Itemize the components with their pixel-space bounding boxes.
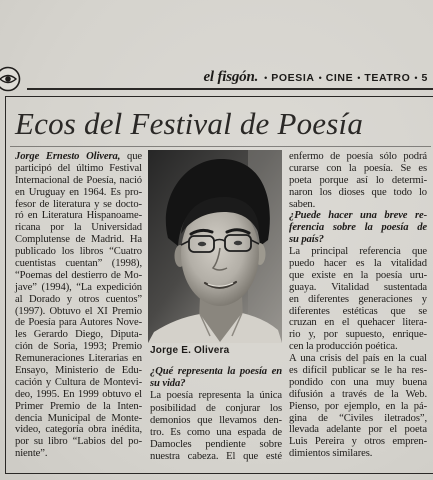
text-line: La poesía representa la única — [150, 390, 282, 402]
text-line: curarse con la poesía. Se es — [289, 162, 427, 174]
interviewee-name: Jorge Ernesto Olivera, — [15, 151, 121, 162]
text-line: de Poesía para Autores Nove- — [15, 317, 142, 329]
text-line: “Poemas del destierro de Mo- — [15, 269, 142, 281]
text-line: Internacional de Poesía, nació — [15, 174, 142, 186]
text-line: A una crisis del país en la cual — [289, 353, 427, 365]
text-line: posibilidad de conjurar los — [150, 402, 282, 414]
text-line: pondido con una muy buena — [289, 376, 427, 388]
photo-caption: Jorge E. Olivera — [150, 345, 230, 356]
eye-logo-icon — [0, 66, 30, 92]
separator: • — [357, 73, 361, 83]
text-line: fesor de literatura y se docto- — [15, 198, 142, 210]
text-line: Primer Premio de la Inten- — [15, 400, 142, 412]
text-line: ricana por la Universidad — [15, 222, 142, 234]
text-line: por su libro “Labios del po- — [15, 436, 142, 448]
text-line: demonios que llevamos den- — [150, 414, 282, 426]
answer-1-part-2 — [289, 151, 427, 210]
intro-paragraph — [15, 163, 142, 460]
text-line: participó del último Festival — [15, 162, 142, 174]
text-line: (1997). Obtuvo el XI Premio — [15, 305, 142, 317]
text-line: dimientos similares. — [289, 448, 373, 460]
text-line: al Dorado y otros cuentos” — [15, 293, 142, 305]
text-line: saben. — [289, 198, 316, 210]
column-1 — [15, 151, 142, 460]
text-line: su vida? — [150, 378, 186, 390]
text-line: video, categoría obra inédita, — [15, 424, 142, 436]
text-line: Complutense de Madrid. Ha — [15, 234, 142, 246]
text-line: enfermo de poesía sólo podrá — [289, 151, 427, 162]
separator: • — [318, 73, 322, 83]
intro-first-line-rest: que — [127, 151, 142, 162]
separator: • — [264, 73, 268, 83]
text-line: Damocles pendiente sobre — [150, 439, 282, 451]
text-line: poeta porque así lo determi- — [289, 174, 427, 186]
column-3 — [289, 151, 427, 460]
text-line: ró en Literatura Hispanoame- — [15, 210, 142, 222]
text-line: cuentistas cuentan” (1998), — [15, 258, 142, 270]
text-line: La principal referencia que — [289, 246, 427, 258]
text-line: ¿Puede hacer una breve re- — [289, 210, 427, 222]
answer-1-part-1 — [150, 390, 282, 463]
portrait-photo — [148, 150, 282, 343]
text-line: Ensayo, Ministerio de Edu- — [15, 365, 142, 377]
question-2 — [289, 210, 427, 246]
section-cine: CINE — [325, 72, 354, 84]
intro-first-line — [15, 151, 142, 163]
text-line: Luis Pereira y otros empren- — [289, 436, 427, 448]
question-1 — [150, 366, 282, 390]
text-line: cación y Cultura de Montevi- — [15, 376, 142, 388]
separator: • — [414, 73, 418, 83]
text-line: gina de “Civiles iletrados”, — [289, 412, 427, 424]
text-line: tro. Es como una espada de — [150, 426, 282, 438]
brand-logo: el fisgón. — [203, 69, 259, 85]
section-teatro: TEATRO — [364, 72, 411, 84]
text-line: en Uruguay en 1964. Es pro- — [15, 186, 142, 198]
text-line: puedo hacer es la vitalidad — [289, 258, 427, 270]
section-poesia: POESIA — [271, 72, 315, 84]
answer-2-paragraph-1 — [289, 246, 427, 353]
text-line: dencia Municipal de Monte- — [15, 412, 142, 424]
text-line: niente”. — [15, 448, 48, 460]
masthead — [203, 69, 428, 87]
text-line: ¿Qué representa la poesía en — [150, 366, 282, 377]
text-line: ferencia sobre la poesía de — [289, 222, 427, 234]
text-line: jave” (1994), “La expedición — [15, 281, 142, 293]
text-line: nuestra cabeza. El que esté — [150, 451, 282, 463]
text-line: cen la producción poética. — [289, 341, 398, 353]
text-line: naron los dioses que todo lo — [289, 186, 427, 198]
column-2 — [150, 366, 282, 464]
text-line: diferentes estéticas que se — [289, 305, 427, 317]
text-line: guaya. Vitalidad sustentada — [289, 281, 427, 293]
text-line: deo, 1995. En 1999 obtuvo el — [15, 388, 142, 400]
text-line: Pienso, por ejemplo, en la pá- — [289, 400, 427, 412]
text-line: llevada adelante por el poeta — [289, 424, 427, 436]
text-line: su país? — [289, 234, 324, 246]
text-line: rio y, por supuesto, enrique- — [289, 329, 427, 341]
title-divider — [10, 146, 431, 147]
text-line: es difícil publicar se le ha res- — [289, 365, 427, 377]
text-line: les Gerardo Diego, Diputa- — [15, 329, 142, 341]
text-line: publicado los libros “Cuatro — [15, 246, 142, 258]
article-title: Ecos del Festival de Poesía — [15, 106, 364, 141]
text-line: en diferentes generaciones y — [289, 293, 427, 305]
answer-2-paragraph-2 — [289, 353, 427, 460]
text-line: Remuneraciones Literarias en — [15, 353, 142, 365]
text-line: difusión a través de la Web. — [289, 388, 427, 400]
text-line: que existe en la poesía uru- — [289, 269, 427, 281]
text-line: cruzan en el quehacer litera- — [289, 317, 427, 329]
text-line: ción de Soria, 1993; Premio — [15, 341, 142, 353]
page-number: 5 — [421, 72, 428, 84]
header-rule — [27, 88, 433, 90]
